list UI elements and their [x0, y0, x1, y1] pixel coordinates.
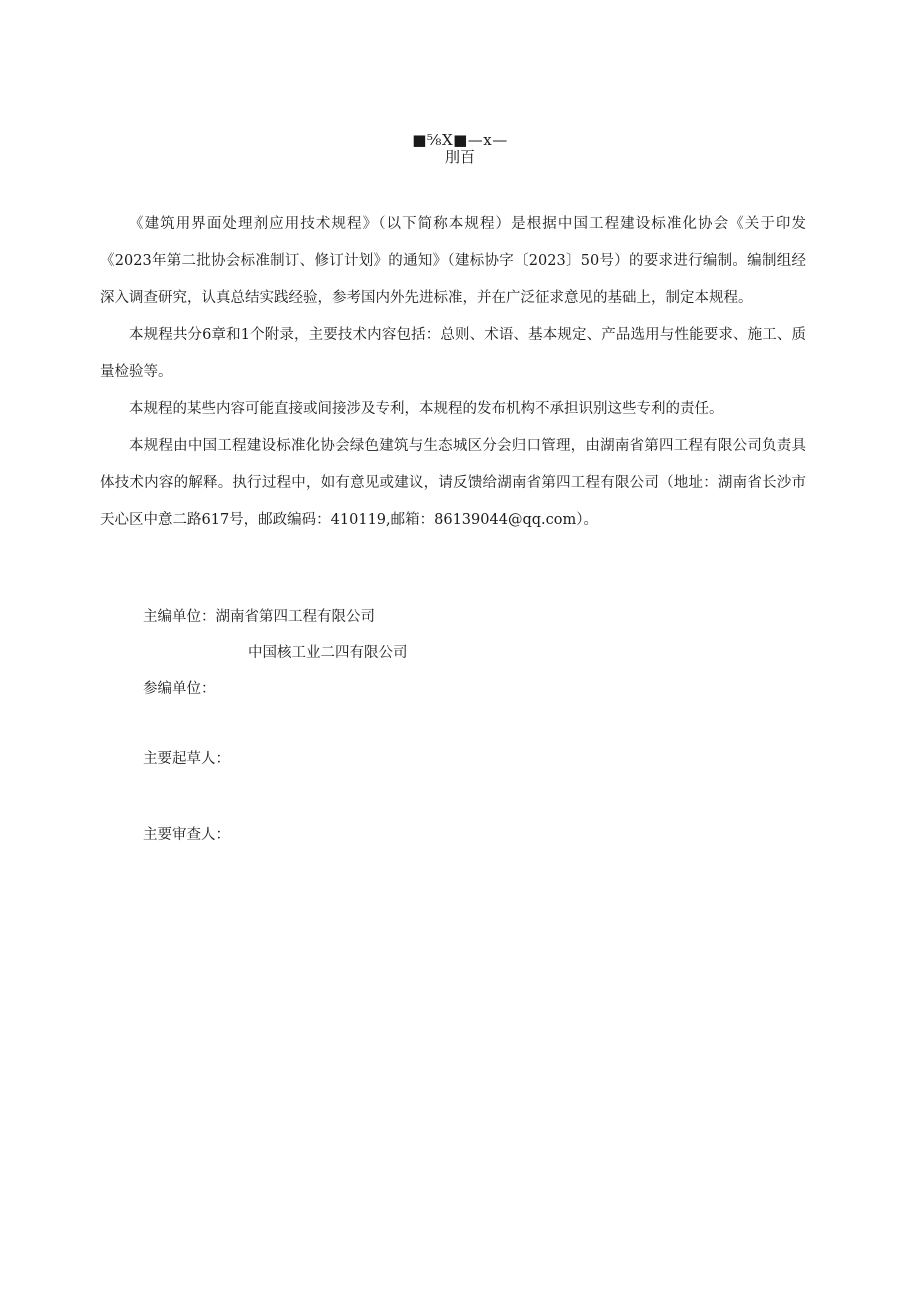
- paragraph-4: 本规程由中国工程建设标准化协会绿色建筑与生态城区分会归口管理，由湖南省第四工程有限公司负责具体技术内容的解释。执行过程中，如有意见或建议，请反馈给湖南省第四工程有限公司（地址：湖南省长沙市天心区中意二路617号，邮政编码：410119,邮箱：86139044@qq.com）。: [100, 438, 806, 528]
- chief-editor-unit-second: 中国核工业二四有限公司: [248, 645, 408, 661]
- foreword-body: [100, 206, 806, 539]
- page-title: 刖百: [444, 148, 475, 166]
- garbled-header: ■⅝X■—x—: [412, 131, 508, 149]
- chief-editor-unit: 主编单位：湖南省第四工程有限公司: [143, 609, 375, 625]
- main-drafters-label: 主要起草人：: [143, 751, 230, 767]
- main-reviewers-label: 主要审查人：: [143, 827, 230, 843]
- paragraph-2: 本规程共分6章和1个附录，主要技术内容包括：总则、术语、基本规定、产品选用与性能要求、施工、质量检验等。: [100, 327, 806, 380]
- paragraph-3: 本规程的某些内容可能直接或间接涉及专利，本规程的发布机构不承担识别这些专利的责任。: [129, 401, 724, 417]
- paragraph-1: 《建筑用界面处理剂应用技术规程》（以下简称本规程）是根据中国工程建设标准化协会《关于印发《2023年第二批协会标准制订、修订计划》的通知》（建标协字〔2023〕50号）的要求进行编制。编制组经深入调查研究，认真总结实践经验，参考国内外先进标准，并在广泛征求意见的基础上，制定本规程。: [100, 216, 806, 306]
- participating-unit-label: 参编单位：: [143, 681, 216, 697]
